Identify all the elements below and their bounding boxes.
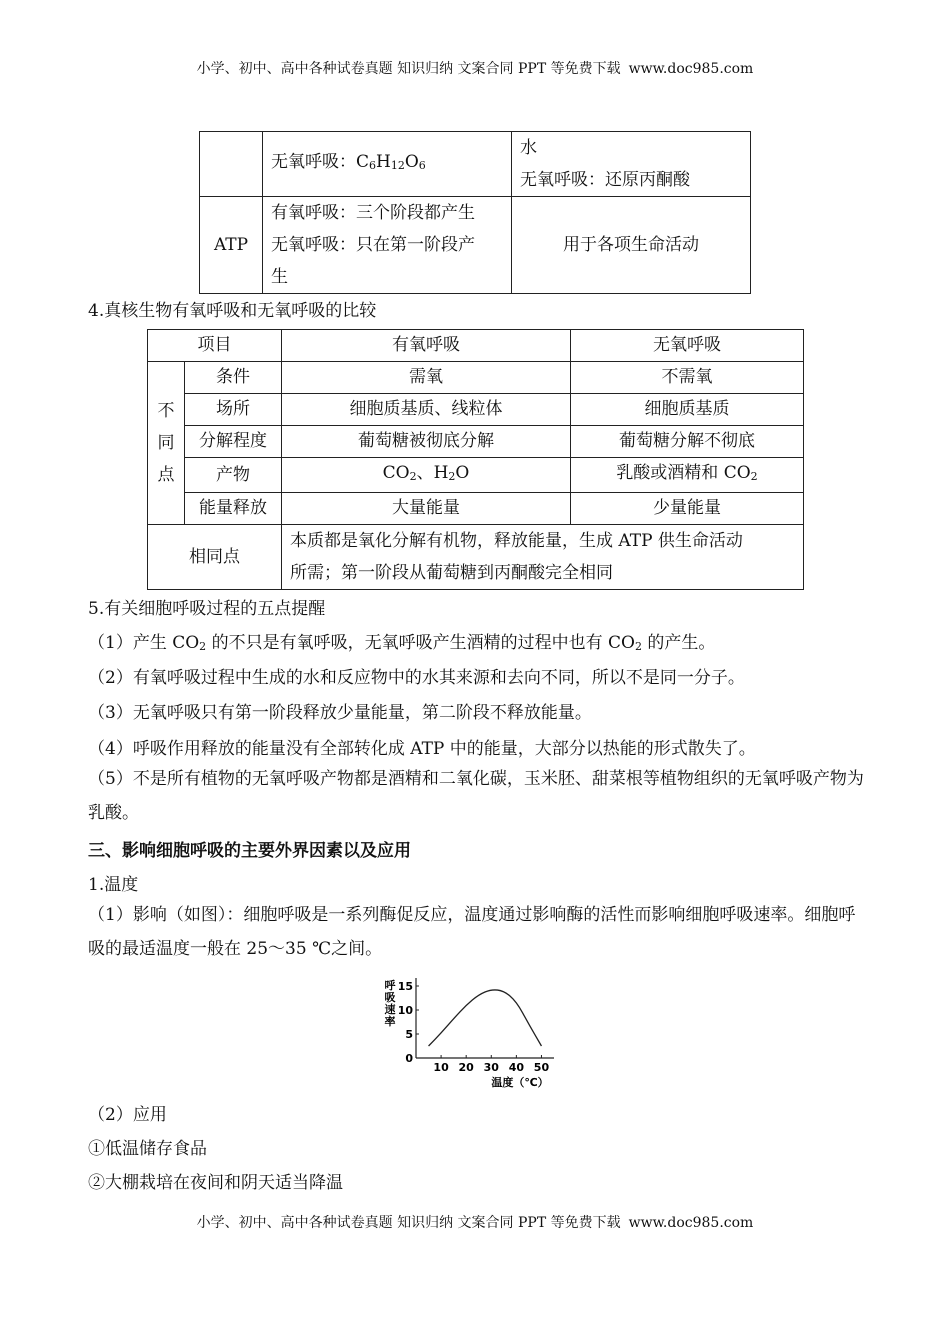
section-3-title: 三、影响细胞呼吸的主要外界因素以及应用 <box>88 841 411 861</box>
row-label: 能量释放 <box>185 493 282 525</box>
subscript: 2 <box>634 640 642 653</box>
table-row <box>148 394 804 426</box>
y-axis-label-char: 呼 <box>384 979 396 992</box>
table-cell <box>200 132 263 197</box>
table-row <box>148 426 804 458</box>
cell-line: 所需；第一阶段从葡萄糖到丙酮酸完全相同 <box>290 563 613 583</box>
respiration-rate-curve <box>429 990 542 1046</box>
subscript: 2 <box>199 640 207 653</box>
label-char: 点 <box>157 465 175 485</box>
header-text: 小学、初中、高中各种试卷真题 知识归纳 文案合同 PPT 等免费下载 <box>196 61 621 77</box>
text: 的产生。 <box>641 633 716 653</box>
row-label: 分解程度 <box>185 426 282 458</box>
y-axis-label-char: 率 <box>384 1015 396 1028</box>
paragraph: （5）不是所有植物的无氧呼吸产物都是酒精和二氧化碳，玉米胚、甜菜根等植物组织的无氧呼吸产物为乳酸。 <box>88 769 864 823</box>
header-cell: 有氧呼吸 <box>282 330 571 362</box>
differences-label <box>148 362 185 525</box>
row-label: 相同点 <box>148 525 282 590</box>
y-tick-label: 0 <box>405 1052 413 1065</box>
page-header <box>0 58 950 78</box>
table-cell: 需氧 <box>282 362 571 394</box>
cell-text: O <box>455 463 470 483</box>
cell-line: 无氧呼吸：只在第一阶段产 <box>271 235 475 255</box>
table-cell: 少量能量 <box>571 493 804 525</box>
footer-url[interactable]: www.doc985.com <box>628 1215 754 1231</box>
table-cell <box>282 458 571 493</box>
subscript: 6 <box>418 159 426 172</box>
y-tick-label: 15 <box>397 980 413 993</box>
cell-text: 、H <box>416 463 449 483</box>
temperature-respiration-chart <box>378 972 558 1092</box>
label-char: 同 <box>157 433 175 453</box>
cell-text: CO <box>382 463 410 483</box>
paragraph: （1）影响（如图）：细胞呼吸是一系列酶促反应，温度通过影响酶的活性而影响细胞呼吸速率。细胞呼吸的最适温度一般在 25～35 ℃之间。 <box>88 905 856 959</box>
table-row <box>148 362 804 394</box>
row-label: 产物 <box>185 458 282 493</box>
comparison-table <box>147 329 804 590</box>
table-cell: 用于各项生命活动 <box>512 197 751 294</box>
text: （1）产生 CO <box>88 633 200 653</box>
section-4-title: 4.真核生物有氧呼吸和无氧呼吸的比较 <box>88 301 377 321</box>
table-row <box>200 197 751 294</box>
cell-line: 有氧呼吸：三个阶段都产生 <box>271 203 475 223</box>
subsection-title: 1.温度 <box>88 875 139 895</box>
x-tick-label: 50 <box>533 1061 550 1074</box>
page-footer <box>0 1212 950 1232</box>
cell-text: 无氧呼吸：C <box>271 152 370 172</box>
cell-text: 乳酸或酒精和 CO <box>616 463 751 483</box>
paragraph: （4）呼吸作用释放的能量没有全部转化成 ATP 中的能量，大部分以热能的形式散失了。 <box>88 739 756 759</box>
cell-line: 水 <box>520 138 537 158</box>
subscript: 6 <box>369 159 377 172</box>
cell-line: 本质都是氧化分解有机物，释放能量，生成 ATP 供生命活动 <box>290 531 743 551</box>
row-label: 场所 <box>185 394 282 426</box>
table-cell <box>571 458 804 493</box>
y-axis-label-char: 吸 <box>384 991 396 1004</box>
x-tick-label: 30 <box>483 1061 499 1074</box>
paragraph: （3）无氧呼吸只有第一阶段释放少量能量，第二阶段不释放能量。 <box>88 703 592 723</box>
list-item: ①低温储存食品 <box>88 1139 207 1159</box>
table-cell: 大量能量 <box>282 493 571 525</box>
row-label: 条件 <box>185 362 282 394</box>
table-cell: 葡萄糖被彻底分解 <box>282 426 571 458</box>
y-axis-label-char: 速 <box>384 1003 396 1016</box>
y-tick-label: 5 <box>405 1028 413 1041</box>
table-row <box>200 132 751 197</box>
row-label: ATP <box>200 197 263 294</box>
y-tick-label: 10 <box>397 1004 413 1017</box>
x-tick-label: 40 <box>508 1061 525 1074</box>
table-cell: 细胞质基质、线粒体 <box>282 394 571 426</box>
x-tick-label: 10 <box>433 1061 449 1074</box>
subscript: 2 <box>448 470 456 483</box>
table-cell <box>263 197 512 294</box>
table-cell <box>282 525 804 590</box>
subscript: 2 <box>409 470 417 483</box>
table-cell <box>512 132 751 197</box>
list-item: ②大棚栽培在夜间和阴天适当降温 <box>88 1173 343 1193</box>
footer-text: 小学、初中、高中各种试卷真题 知识归纳 文案合同 PPT 等免费下载 <box>196 1215 621 1231</box>
table-cell: 不需氧 <box>571 362 804 394</box>
table-row <box>148 458 804 493</box>
cell-line: 生 <box>271 267 288 287</box>
paragraph: （2）有氧呼吸过程中生成的水和反应物中的水其来源和去向不同，所以不是同一分子。 <box>88 668 745 688</box>
cell-line: 无氧呼吸：还原丙酮酸 <box>520 170 690 190</box>
header-cell: 无氧呼吸 <box>571 330 804 362</box>
subscript: 12 <box>390 159 405 172</box>
table-cell <box>263 132 512 197</box>
header-cell: 项目 <box>148 330 282 362</box>
label-char: 不 <box>157 401 175 421</box>
continuation-table <box>199 131 751 294</box>
x-tick-label: 20 <box>458 1061 474 1074</box>
text: 的不只是有氧呼吸，无氧呼吸产生酒精的过程中也有 CO <box>206 633 635 653</box>
cell-text: O <box>404 152 419 172</box>
section-5-title: 5.有关细胞呼吸过程的五点提醒 <box>88 599 326 619</box>
table-cell: 葡萄糖分解不彻底 <box>571 426 804 458</box>
table-row <box>148 525 804 590</box>
cell-text: H <box>376 152 391 172</box>
table-header-row <box>148 330 804 362</box>
subscript: 2 <box>750 470 758 483</box>
paragraph <box>88 628 715 653</box>
x-axis-label: 温度（℃） <box>491 1076 549 1089</box>
header-url[interactable]: www.doc985.com <box>628 61 754 77</box>
table-cell: 细胞质基质 <box>571 394 804 426</box>
table-row <box>148 493 804 525</box>
subsection-title: （2）应用 <box>88 1105 167 1125</box>
